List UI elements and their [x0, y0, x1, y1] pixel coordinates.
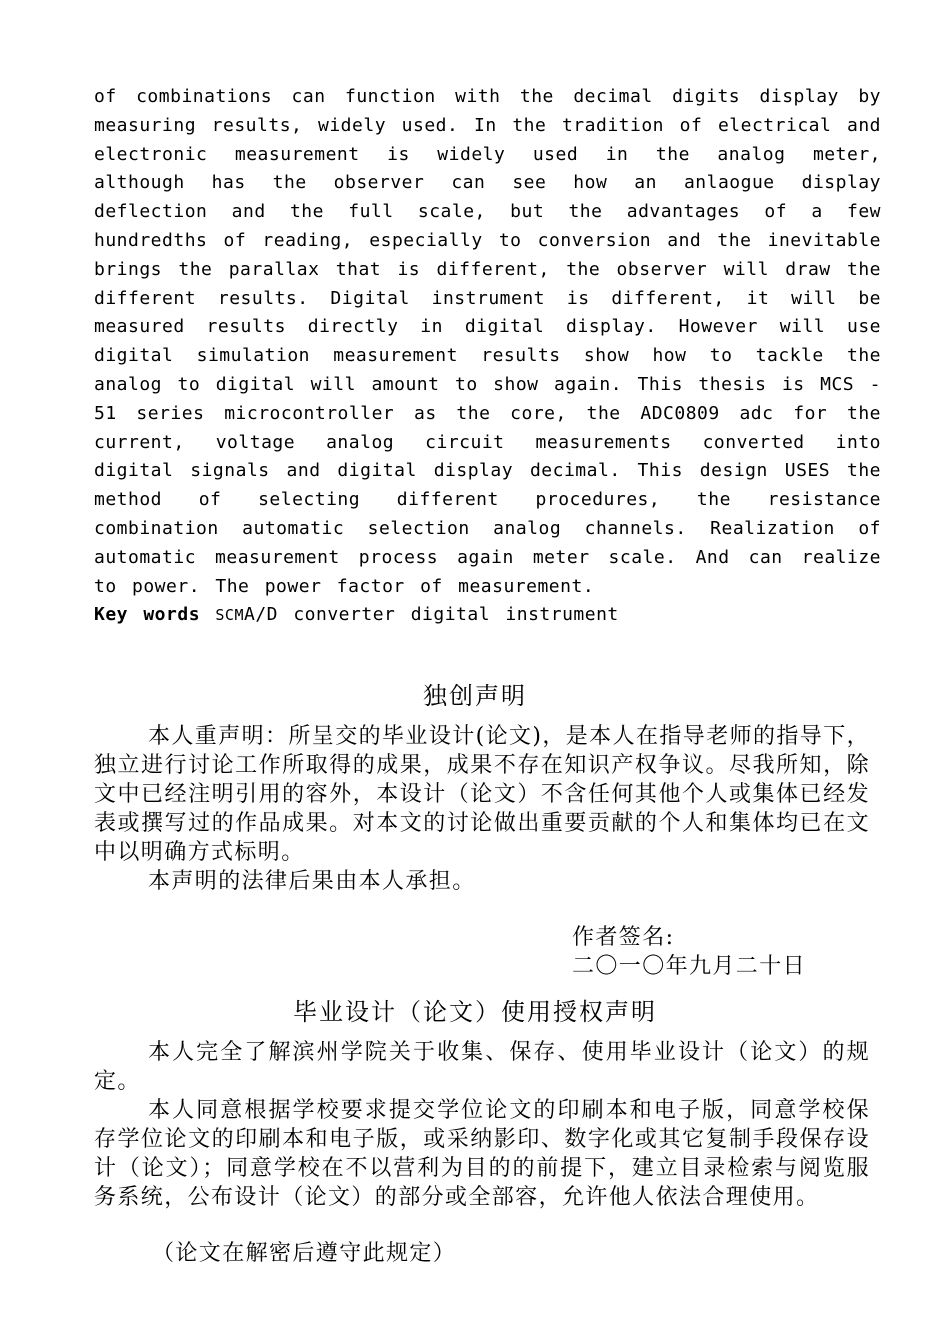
author-signature-label: 作者签名:	[572, 925, 675, 950]
keywords-scm: SCM	[215, 606, 244, 625]
keywords-rest: A/D converter digital instrument	[243, 604, 619, 626]
abstract-body: of combinations can function with the decimal digits display by measuring results, widely used. In the tradition of electrical and electronic measurement is widely used in the analog meter, although has the observer can see how an anlaogue display deflection and the full scale, but the advantages of a few hundredths of reading, especially to conversion and the inevitable brings the parallax that is different, the observer will draw the different results. Digital instrument is different, it will be measured results directly in digital display. However will use digital simulation measurement results show how to tackle the analog to digital will amount to show again. This thesis is MCS - 51 series microcontroller as the core, the ADC0809 adc for the current, voltage analog circuit measurements converted into digital signals and digital display decimal. This design USES the method of selecting different procedures, the resistance combination automatic selection analog channels. Realization of automatic measurement process again meter scale. And can realize to power. The power factor of measurement.	[94, 86, 881, 597]
authorization-paragraph-3: （论文在解密后遵守此规定）	[152, 1241, 457, 1266]
keywords-line	[94, 601, 881, 630]
declaration-paragraph-2: 本声明的法律后果由本人承担。	[148, 869, 476, 894]
declaration-paragraph-1: 本人重声明：所呈交的毕业设计(论文)，是本人在指导老师的指导下，独立进行讨论工作所取得的成果，成果不存在知识产权争议。尽我所知，除文中已经注明引用的容外，本设计（论文）不含任何其他个人或集体已经发表或撰写过的作品成果。对本文的讨论做出重要贡献的个人和集体均已在文中以明确方式标明。	[94, 724, 870, 865]
authorization-paragraph-2: 本人同意根据学校要求提交学位论文的印刷本和电子版，同意学校保存学位论文的印刷本和电子版，或采纳影印、数字化或其它复制手段保存设计（论文）；同意学校在不以营利为目的的前提下，建立目录检索与阅览服务系统，公布设计（论文）的部分或全部容，允许他人依法合理使用。	[94, 1098, 870, 1210]
declaration-title: 独创声明	[423, 682, 527, 710]
authorization-title: 毕业设计（论文）使用授权声明	[293, 998, 657, 1026]
authorization-paragraph-1: 本人完全了解滨州学院关于收集、保存、使用毕业设计（论文）的规定。	[94, 1040, 870, 1094]
keywords-label: Key words	[94, 604, 201, 626]
english-abstract	[94, 83, 881, 630]
declaration-date: 二〇一〇年九月二十日	[572, 954, 807, 979]
